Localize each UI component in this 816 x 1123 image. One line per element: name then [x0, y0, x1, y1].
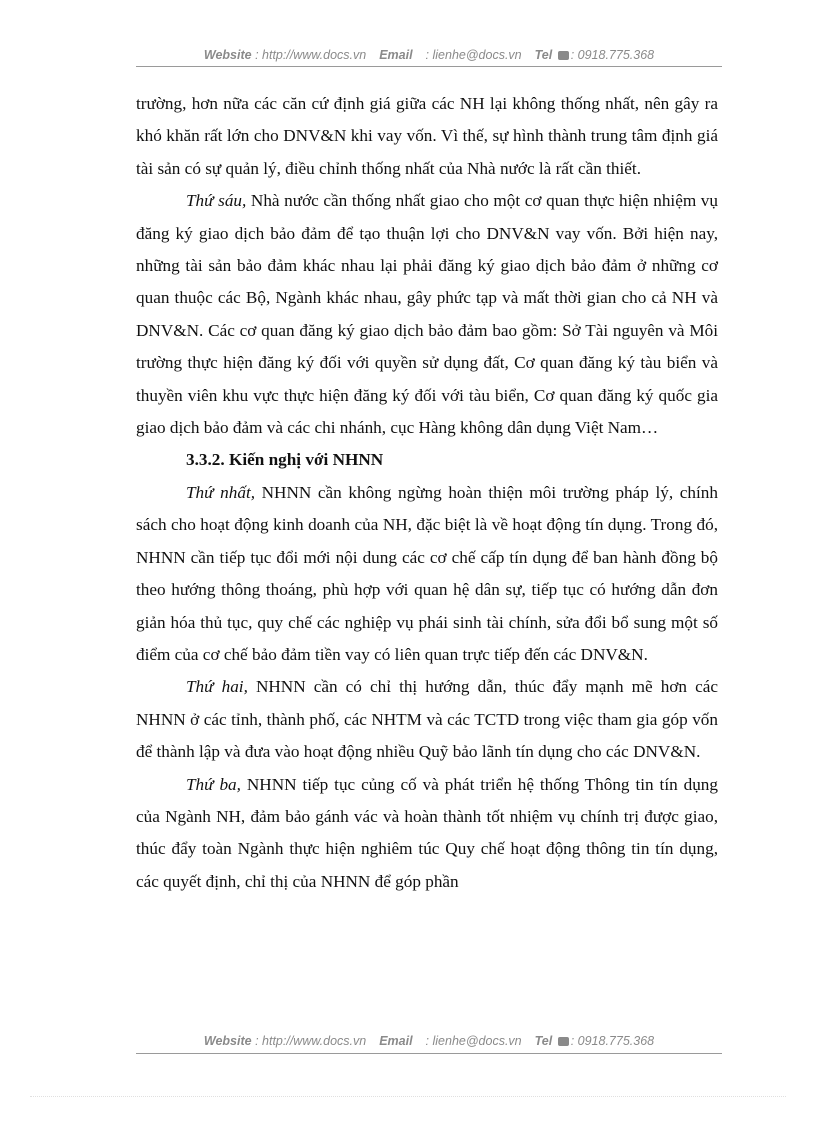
header-website-label: Website	[203, 48, 252, 62]
paragraph-2-text: Nhà nước cần thống nhất giao cho một cơ quan thực hiện nhiệm vụ đăng ký giao dịch bảo đảm để tạo thuận lợi cho DNV&N vay vốn. Bởi hiện nay, những tài sản bảo đảm khác nhau lại phải đăng ký giao dịch bảo đảm ở những cơ quan thuộc các Bộ, Ngành khác nhau, gây phức tạp và mất thời gian cho cả NH và DNV&N. Các cơ quan đăng ký giao dịch bảo đảm bao gồm: Sở Tài nguyên và Môi trường thực hiện đăng ký đối với quyền sử dụng đất, Cơ quan đăng ký tàu biển và thuyền viên khu vực thực hiện đăng ký đối với tàu biển, Cơ quan đăng ký quốc gia giao dịch bảo đảm và các chi nhánh, cục Hàng không dân dụng Việt Nam…	[136, 191, 718, 438]
paragraph-1: trường, hơn nữa các căn cứ định giá giữa các NH lại không thống nhất, nên gây ra khó khăn rất lớn cho DNV&N khi vay vốn. Vì thế, sự hình thành trung tâm định giá tài sản có sự quản lý, điều chỉnh thống nhất của Nhà nước là rất cần thiết.	[136, 94, 718, 178]
paragraph-2-lead: Thứ sáu,	[186, 191, 247, 211]
paragraph-3-lead: Thứ nhất,	[186, 482, 256, 502]
paragraph-5-text: NHNN tiếp tục củng cố và phát triển hệ thống Thông tin tín dụng của Ngành NH, đảm bảo gánh vác và hoàn thành tốt nhiệm vụ chính trị được giao, thúc đẩy toàn Ngành thực hiện nghiêm túc Quy chế hoạt động thông tin tín dụng, các quyết định, chỉ thị của NHNN để góp phần	[136, 774, 718, 891]
document-body	[136, 88, 718, 898]
paragraph-5	[136, 769, 718, 899]
header-email-link[interactable]: : lienhe@docs.vn	[425, 48, 522, 62]
footer-divider	[136, 1053, 722, 1054]
footer-website-label: Website	[203, 1034, 252, 1048]
section-heading: 3.3.2. Kiến nghị với NHNN	[186, 450, 384, 470]
page-header	[136, 48, 722, 62]
header-tel-label: Tel	[534, 48, 553, 62]
footer-website-link[interactable]: : http://www.docs.vn	[255, 1034, 367, 1048]
paragraph-4	[136, 671, 718, 768]
paragraph-4-text: NHNN cần có chỉ thị hướng dẫn, thúc đẩy mạnh mẽ hơn các NHNN ở các tỉnh, thành phố, các NHTM và các TCTD trong việc tham gia góp vốn để thành lập và đưa vào hoạt động nhiều Quỹ bảo lãnh tín dụng cho các DNV&N.	[136, 677, 718, 762]
footer-tel-label: Tel	[534, 1034, 553, 1048]
paragraph-3-text: NHNN cần không ngừng hoàn thiện môi trường pháp lý, chính sách cho hoạt động kinh doanh của NH, đặc biệt là về hoạt động tín dụng. Trong đó, NHNN cần tiếp tục đổi mới nội dung các cơ chế cấp tín dụng để ban hành đồng bộ theo hướng thông thoáng, phù hợp với quan hệ dân sự, tiếp tục có hướng dẫn đơn giản hóa thủ tục, quy chế các nghiệp vụ phái sinh tài chính, sửa đổi bổ sung một số điểm của cơ chế bảo đảm tiền vay có liên quan trực tiếp đến các DNV&N.	[136, 482, 718, 664]
phone-icon	[558, 51, 569, 60]
header-divider	[136, 66, 722, 67]
paragraph-3	[136, 477, 718, 671]
paragraph-5-lead: Thứ ba,	[186, 774, 241, 794]
page-footer	[136, 1034, 722, 1048]
footer-tel-value: : 0918.775.368	[570, 1034, 655, 1048]
paragraph-2	[136, 185, 718, 444]
footer-email-label: Email	[379, 1034, 413, 1048]
header-website-link[interactable]: : http://www.docs.vn	[255, 48, 367, 62]
header-tel-value: : 0918.775.368	[570, 48, 655, 62]
footer-email-link[interactable]: : lienhe@docs.vn	[425, 1034, 522, 1048]
phone-icon	[558, 1037, 569, 1046]
paragraph-4-lead: Thứ hai,	[186, 677, 248, 697]
header-email-label: Email	[379, 48, 413, 62]
page-bottom-dotted-line	[30, 1096, 786, 1097]
